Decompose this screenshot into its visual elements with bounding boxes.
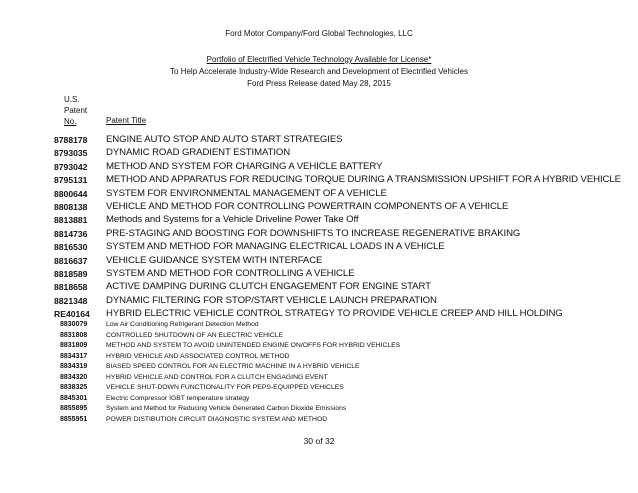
patent-number: 8808138 bbox=[54, 201, 88, 212]
patent-number: 8814736 bbox=[54, 228, 88, 239]
column-header-us: U.S. bbox=[64, 95, 80, 104]
patent-title: METHOD AND SYSTEM TO AVOID UNINTENDED ENGINE ON/OFFS FOR HYBRID VEHICLES bbox=[106, 342, 401, 350]
patent-title: BIASED SPEED CONTROL FOR AN ELECTRIC MACHINE IN A HYBRID VEHICLE bbox=[106, 363, 360, 371]
patent-title: Low Air Conditioning Refrigerant Detection Method bbox=[106, 321, 259, 329]
patent-number: 8818658 bbox=[54, 282, 88, 293]
patent-number: 8834320 bbox=[60, 373, 88, 381]
patent-number: 8831808 bbox=[60, 331, 88, 339]
table-row bbox=[0, 295, 638, 308]
patent-title: METHOD AND SYSTEM FOR CHARGING A VEHICLE BATTERY bbox=[106, 160, 383, 172]
release-heading: Ford Press Release dated May 28, 2015 bbox=[247, 79, 391, 88]
table-row bbox=[0, 353, 638, 364]
patent-title: DYNAMIC FILTERING FOR STOP/START VEHICLE LAUNCH PREPARATION bbox=[106, 294, 437, 306]
company-heading: Ford Motor Company/Ford Global Technologies, LLC bbox=[225, 29, 413, 38]
patent-title: Electric Compressor IGBT temperature strategy bbox=[106, 394, 250, 402]
table-row bbox=[0, 405, 638, 416]
portfolio-heading: Portfolio of Electrified Vehicle Technology Available for License* bbox=[206, 55, 432, 64]
table-row bbox=[0, 147, 638, 160]
patent-title: Methods and Systems for a Vehicle Driveline Power Take Off bbox=[106, 214, 359, 226]
patent-title: VEHICLE GUIDANCE SYSTEM WITH INTERFACE bbox=[106, 254, 323, 266]
column-header-patent: Patent bbox=[64, 106, 88, 115]
patent-title: HYBRID VEHICLE AND CONTROL FOR A CLUTCH ENGAGING EVENT bbox=[106, 373, 328, 381]
table-row bbox=[0, 134, 638, 147]
patent-number: 8834319 bbox=[60, 363, 88, 371]
patent-number-column-header bbox=[64, 94, 87, 127]
patent-title: PRE-STAGING AND BOOSTING FOR DOWNSHIFTS TO INCREASE REGENERATIVE BRAKING bbox=[106, 227, 521, 239]
patent-title: ACTIVE DAMPING DURING CLUTCH ENGAGEMENT FOR ENGINE START bbox=[106, 281, 431, 293]
table-row bbox=[0, 342, 638, 353]
table-row bbox=[0, 395, 638, 406]
page-number: 30 of 32 bbox=[303, 436, 335, 446]
table-row bbox=[0, 174, 638, 187]
table-row bbox=[0, 308, 638, 321]
patent-number: 8816637 bbox=[54, 255, 88, 266]
patent-number: 8838325 bbox=[60, 384, 88, 392]
table-row bbox=[0, 363, 638, 374]
patent-number: 8855895 bbox=[60, 405, 88, 413]
table-row bbox=[0, 416, 638, 427]
table-row bbox=[0, 201, 638, 214]
patent-title: VEHICLE SHUT-DOWN FUNCTIONALITY FOR PEPS-EQUIPPED VEHICLES bbox=[106, 384, 344, 392]
patent-title: CONTROLLED SHUTDOWN OF AN ELECTRIC VEHICLE bbox=[106, 331, 284, 339]
table-row bbox=[0, 161, 638, 174]
table-row bbox=[0, 281, 638, 294]
column-header-no: No. bbox=[64, 117, 77, 126]
patent-number: 8818589 bbox=[54, 268, 88, 279]
patent-number: 8788178 bbox=[54, 135, 88, 145]
patent-number: 8830079 bbox=[60, 321, 88, 329]
patent-number: 8793035 bbox=[54, 148, 88, 159]
patent-title: HYBRID ELECTRIC VEHICLE CONTROL STRATEGY TO PROVIDE VEHICLE CREEP AND HILL HOLDING bbox=[106, 308, 563, 320]
table-row bbox=[0, 214, 638, 227]
patent-number: 8845301 bbox=[60, 394, 88, 402]
patent-number: 8834317 bbox=[60, 352, 88, 360]
patent-title: HYBRID VEHICLE AND ASSOCIATED CONTROL METHOD bbox=[106, 352, 290, 360]
table-row bbox=[0, 374, 638, 385]
patent-number: 8813881 bbox=[54, 215, 88, 226]
patent-title: POWER DISTIBUTION CIRCUIT DIAGNOSTIC SYSTEM AND METHOD bbox=[106, 415, 328, 423]
patent-number: 8821348 bbox=[54, 295, 88, 306]
patent-number: 8855951 bbox=[60, 415, 88, 423]
patent-number: 8793042 bbox=[54, 161, 88, 172]
patent-title: System and Method for Reducing Vehicle Generated Carbon Dioxide Emissions bbox=[106, 405, 347, 413]
patent-title: SYSTEM AND METHOD FOR CONTROLLING A VEHICLE bbox=[106, 267, 355, 279]
patent-title: DYNAMIC ROAD GRADIENT ESTIMATION bbox=[106, 147, 291, 159]
patent-title-column-header: Patent Title bbox=[106, 116, 147, 125]
table-row bbox=[0, 384, 638, 395]
patent-number: 8795131 bbox=[54, 175, 88, 186]
table-row bbox=[0, 188, 638, 201]
patent-title: SYSTEM FOR ENVIRONMENTAL MANAGEMENT OF A VEHICLE bbox=[106, 187, 387, 199]
patent-title: ENGINE AUTO STOP AND AUTO START STRATEGIES bbox=[106, 134, 343, 145]
patent-title: METHOD AND APPARATUS FOR REDUCING TORQUE DURING A TRANSMISSION UPSHIFT FOR A HYBRID VEHICLE bbox=[106, 174, 621, 186]
patent-number: RE40164 bbox=[54, 309, 90, 320]
patent-number: 8800644 bbox=[54, 188, 88, 199]
purpose-heading: To Help Accelerate Industry-Wide Research and Development of Electrified Vehicles bbox=[170, 67, 468, 76]
table-row bbox=[0, 241, 638, 254]
patent-title: VEHICLE AND METHOD FOR CONTROLLING POWERTRAIN COMPONENTS OF A VEHICLE bbox=[106, 200, 509, 212]
table-row bbox=[0, 332, 638, 343]
patent-number: 8816530 bbox=[54, 242, 88, 253]
table-row bbox=[0, 268, 638, 281]
table-row bbox=[0, 228, 638, 241]
patent-number: 8831809 bbox=[60, 342, 88, 350]
table-row bbox=[0, 321, 638, 332]
patent-table bbox=[0, 134, 638, 426]
patent-title: SYSTEM AND METHOD FOR MANAGING ELECTRICAL LOADS IN A VEHICLE bbox=[106, 241, 445, 253]
table-row bbox=[0, 255, 638, 268]
